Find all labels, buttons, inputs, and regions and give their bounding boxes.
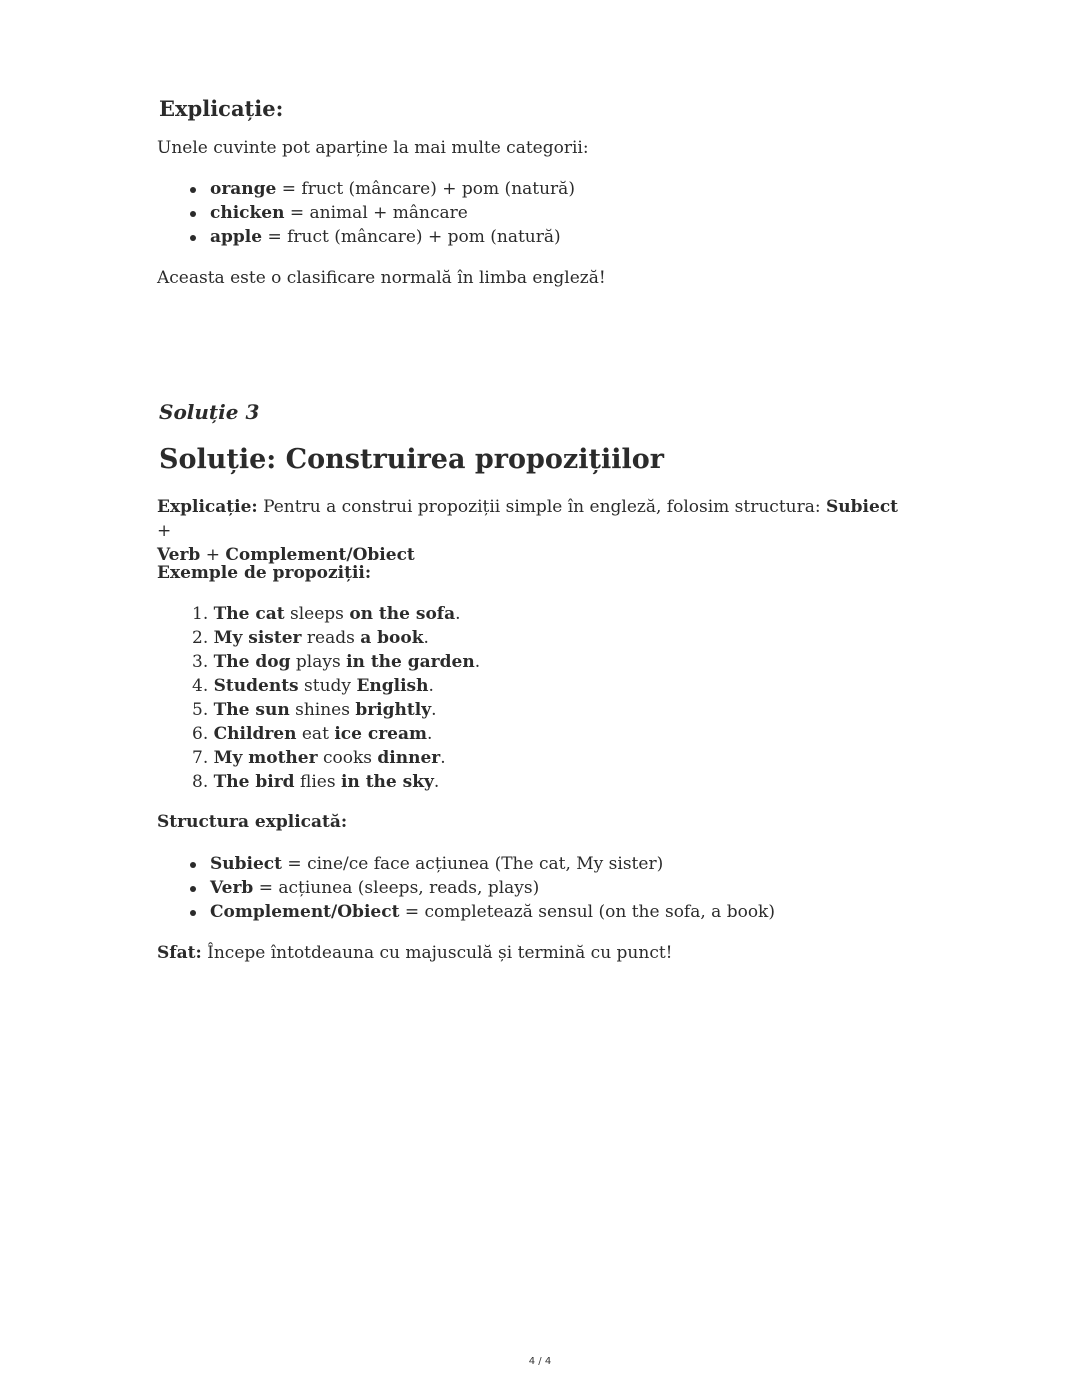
list-item: apple = fruct (mâncare) + pom (natură) — [210, 225, 575, 249]
bullet-icon — [190, 910, 196, 916]
bullet-icon — [190, 235, 196, 241]
list-item: 1. The cat sleeps on the sofa. — [192, 604, 461, 624]
explanation-heading: Explicație: — [159, 96, 284, 121]
bullet-icon — [190, 211, 196, 217]
bullet-icon — [190, 187, 196, 193]
list-item: 7. My mother cooks dinner. — [192, 748, 446, 768]
examples-list — [192, 602, 480, 794]
list-item: 6. Children eat ice cream. — [192, 724, 433, 744]
list-item: 4. Students study English. — [192, 676, 434, 696]
list-item: chicken = animal + mâncare — [210, 201, 575, 225]
list-item: 5. The sun shines brightly. — [192, 700, 437, 720]
list-item: 2. My sister reads a book. — [192, 628, 429, 648]
structure-list — [210, 852, 775, 924]
list-item: orange = fruct (mâncare) + pom (natură) — [210, 177, 575, 201]
page-number: 4 / 4 — [528, 1356, 552, 1367]
explanation-note: Aceasta este o clasificare normală în limba engleză! — [157, 268, 606, 288]
list-item: 8. The bird flies in the sky. — [192, 772, 440, 792]
list-item: Verb = acțiunea (sleeps, reads, plays) — [210, 876, 775, 900]
list-item: Complement/Obiect = completează sensul (on the sofa, a book) — [210, 900, 775, 924]
bullet-icon — [190, 886, 196, 892]
list-item: Subiect = cine/ce face acțiunea (The cat, My sister) — [210, 852, 775, 876]
solution-label: Soluție 3 — [159, 400, 260, 424]
structure-heading: Structura explicată: — [157, 812, 348, 832]
category-list — [210, 177, 575, 249]
list-item: 3. The dog plays in the garden. — [192, 652, 481, 672]
solution-title: Soluție: Construirea propozițiilor — [159, 444, 664, 475]
explanation-intro: Unele cuvinte pot aparține la mai multe categorii: — [157, 138, 589, 158]
bullet-icon — [190, 862, 196, 868]
examples-heading: Exemple de propoziții: — [157, 563, 372, 583]
solution-explanation: Explicație: Pentru a construi propoziții simple în engleză, folosim structura: Subiect + Verb + Complement/Obiect — [157, 497, 899, 565]
tip-paragraph: Sfat: Începe întotdeauna cu majusculă și termină cu punct! — [157, 943, 673, 963]
